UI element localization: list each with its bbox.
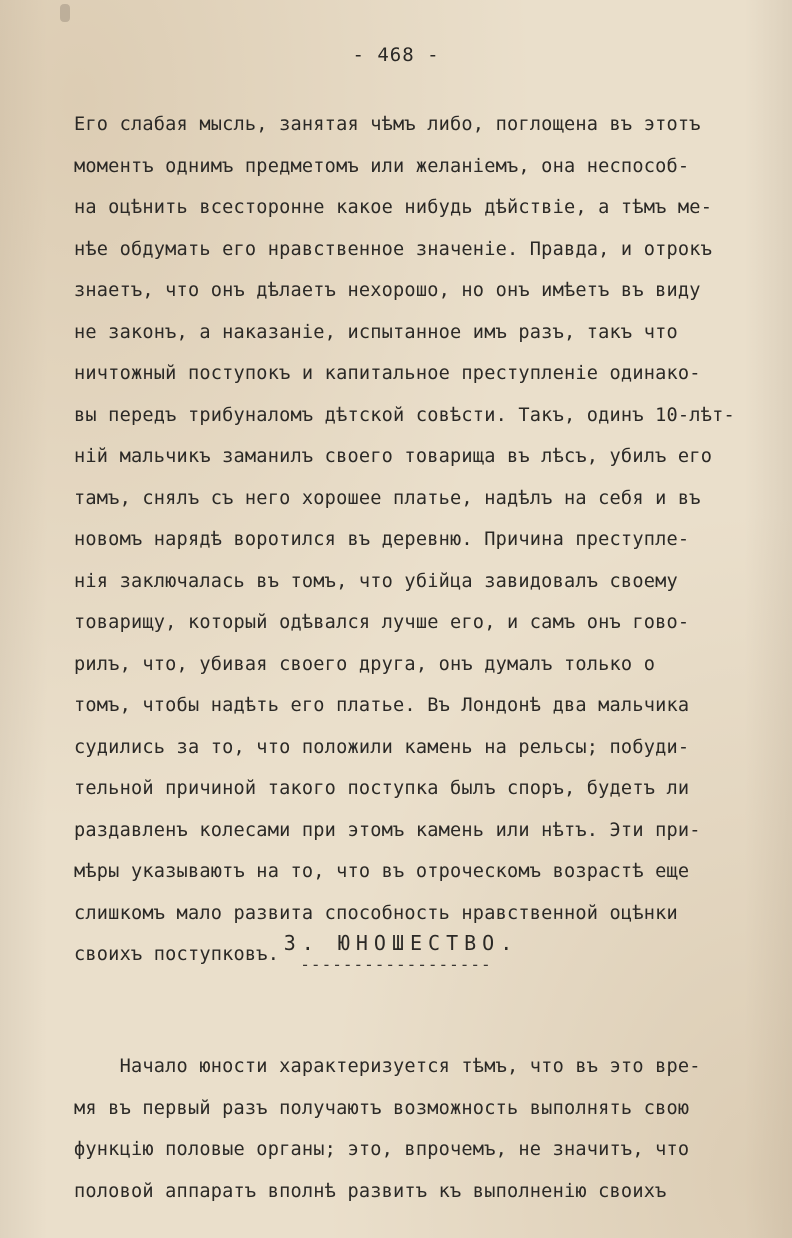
- text-line: Его слабая мысль, занятая чѣмъ либо, поглощена въ этотъ: [74, 114, 701, 135]
- text-line: своихъ поступковъ.: [74, 944, 280, 965]
- text-line: знаетъ, что онъ дѣлаетъ нехорошо, но онъ имѣетъ въ виду: [74, 280, 701, 301]
- text-line: мѣры указываютъ на то, что въ отроческомъ возрастѣ еще: [74, 861, 690, 882]
- text-line: раздавленъ колесами при этомъ камень или нѣтъ. Эти при-: [74, 819, 701, 841]
- text-line: слишкомъ мало развита способность нравственной оцѣнки: [74, 902, 678, 924]
- text-line: тамъ, снялъ съ него хорошее платье, надѣлъ на себя и въ: [74, 487, 701, 509]
- text-line: на оцѣнить всесторонне какое нибудь дѣйствіе, а тѣмъ ме-: [74, 197, 713, 218]
- text-line: не законъ, а наказаніе, испытанное имъ разъ, такъ что: [74, 321, 678, 343]
- text-line: судились за то, что положили камень на рельсы; побуди-: [74, 736, 690, 758]
- text-line: рилъ, что, убивая своего друга, онъ думалъ только о: [74, 653, 656, 675]
- text-line: товарищу, который одѣвался лучше его, и самъ онъ гово-: [74, 612, 690, 633]
- text-line: Начало юности характеризуется тѣмъ, что въ это вре-: [74, 1056, 701, 1077]
- text-line: моментъ однимъ предметомъ или желаніемъ, она неспособ-: [74, 155, 690, 177]
- paper-stain: [60, 4, 70, 22]
- paragraph-2: [74, 1046, 784, 1212]
- text-line: новомъ нарядѣ воротился въ деревню. Причина преступле-: [74, 529, 690, 550]
- text-line: половой аппаратъ вполнѣ развитъ къ выполненію своихъ: [74, 1180, 667, 1202]
- text-line: нія заключалась въ томъ, что убійца завидовалъ своему: [74, 570, 678, 592]
- text-line: вы передъ трибуналомъ дѣтской совѣсти. Такъ, одинъ 10-лѣт-: [74, 404, 735, 426]
- section-underline: ------------------: [300, 955, 492, 974]
- text-line: ничтожный поступокъ и капитальное преступленіе одинако-: [74, 363, 701, 384]
- text-line: тельной причиной такого поступка былъ споръ, будетъ ли: [74, 778, 690, 799]
- text-line: нѣе обдумать его нравственное значеніе. Правда, и отрокъ: [74, 238, 713, 260]
- page-number: - 468 -: [352, 44, 440, 66]
- text-line: ній мальчикъ заманилъ своего товарища въ лѣсъ, убилъ его: [74, 446, 713, 467]
- text-line: мя въ первый разъ получаютъ возможность выполнять свою: [74, 1097, 690, 1119]
- text-line: функцію половые органы; это, впрочемъ, не значитъ, что: [74, 1139, 690, 1160]
- paragraph-1: [74, 104, 774, 976]
- section-heading-block: [0, 928, 792, 972]
- text-line: томъ, чтобы надѣть его платье. Въ Лондонѣ два мальчика: [74, 695, 690, 716]
- section-heading: 3. ЮНОШЕСТВО.: [283, 931, 519, 955]
